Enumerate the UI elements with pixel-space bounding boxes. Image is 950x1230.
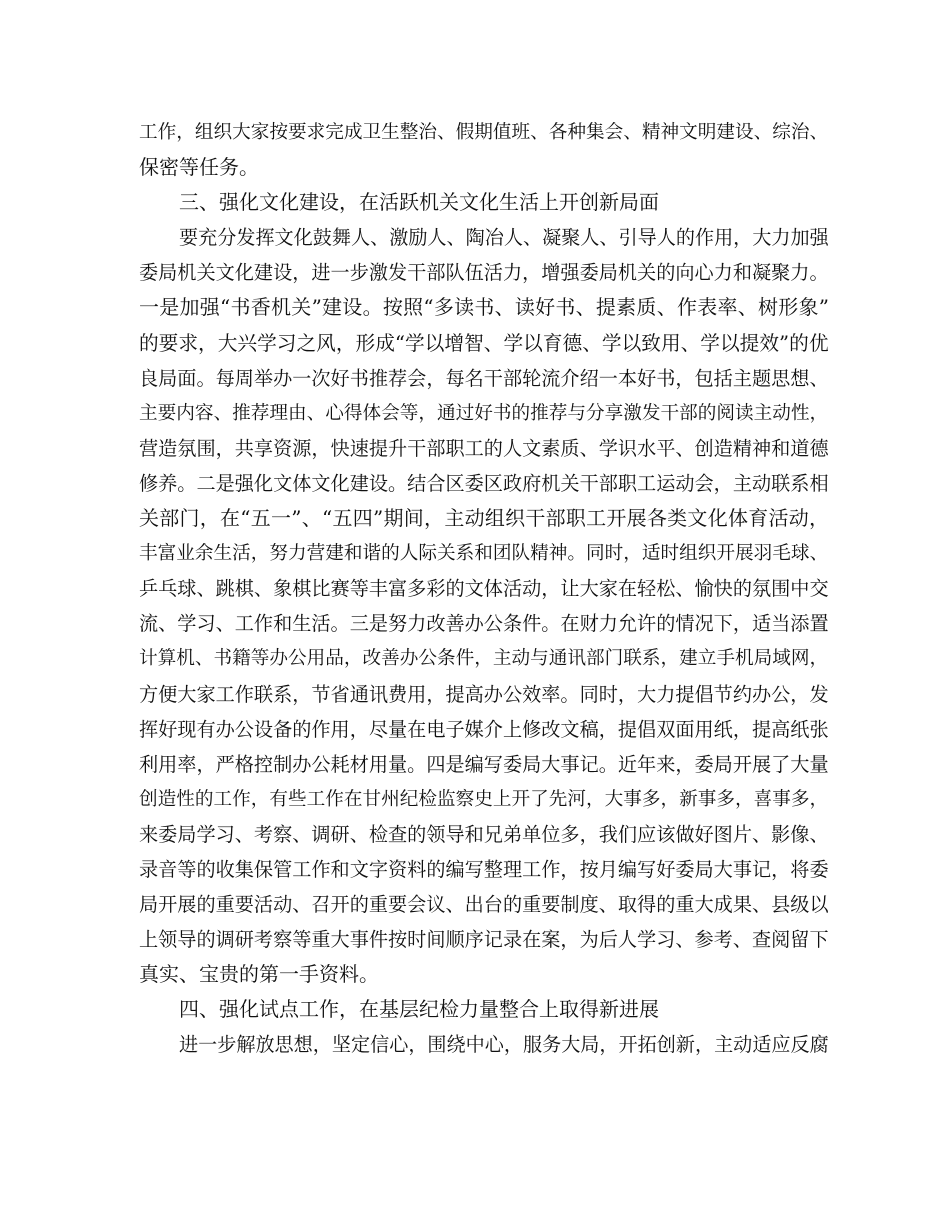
text-line: 工作，组织大家按要求完成卫生整治、假期值班、各种集会、精神文明建设、综治、 — [139, 122, 829, 143]
paragraph-first-line: 进一步解放思想，坚定信心，围绕中心，服务大局，开拓创新，主动适应反腐 — [179, 1033, 829, 1057]
text-line: 真实、宝贵的第一手资料。 — [139, 962, 379, 987]
document-body — [139, 115, 829, 1063]
text-line: 利用率，严格控制办公耗材用量。四是编写委局大事记。近年来，委局开展了大量 — [139, 752, 829, 776]
text-line: 创造性的工作，有些工作在甘州纪检监察史上开了先河，大事多，新事多，喜事多， — [139, 788, 829, 810]
text-line: 计算机、书籍等办公用品，改善办公条件，主动与通讯部门联系，建立手机局域网， — [139, 648, 829, 670]
text-line: 关部门，在“五一”、“五四”期间，主动组织干部职工开展各类文化体育活动， — [139, 506, 829, 531]
text-line: 营造氛围，共享资源，快速提升干部职工的人文素质、学识水平、创造精神和道德 — [139, 436, 829, 460]
text-line: 丰富业余生活，努力营建和谐的人际关系和团队精神。同时，适时组织开展羽毛球、 — [139, 543, 829, 565]
text-line: 录音等的收集保管工作和文字资料的编写整理工作，按月编写好委局大事记，将委 — [139, 857, 829, 881]
text-line: 修养。二是强化文体文化建设。结合区委区政府机关干部职工运动会，主动联系相 — [139, 471, 829, 495]
section-heading: 四、强化试点工作，在基层纪检力量整合上取得新进展 — [179, 997, 659, 1022]
section-heading: 三、强化文化建设，在活跃机关文化生活上开创新局面 — [179, 190, 659, 215]
paragraph-first-line: 要充分发挥文化鼓舞人、激励人、陶冶人、凝聚人、引导人的作用，大力加强 — [179, 226, 829, 250]
text-line: 一是加强“书香机关”建设。按照“多读书、读好书、提素质、作表率、树形象” — [139, 295, 829, 320]
text-line: 来委局学习、考察、调研、检查的领导和兄弟单位多，我们应该做好图片、影像、 — [139, 822, 829, 846]
text-line: 上领导的调研考察等重大事件按时间顺序记录在案，为后人学习、参考、查阅留下 — [139, 928, 829, 952]
text-line: 保密等任务。 — [139, 155, 259, 180]
text-line: 乒乓球、跳棋、象棋比赛等丰富多彩的文体活动，让大家在轻松、愉快的氛围中交 — [139, 577, 829, 601]
text-line: 委局机关文化建设，进一步激发干部队伍活力，增强委局机关的向心力和凝聚力。 — [139, 261, 829, 285]
text-line: 挥好现有办公设备的作用，尽量在电子媒介上修改文稿，提倡双面用纸，提高纸张 — [139, 717, 829, 741]
text-line: 良局面。每周举办一次好书推荐会，每名干部轮流介绍一本好书，包括主题思想、 — [139, 366, 829, 390]
text-line: 方便大家工作联系，节省通讯费用，提高办公效率。同时，大力提倡节约办公，发 — [139, 682, 829, 706]
text-line: 流、学习、工作和生活。三是努力改善办公条件。在财力允许的情况下，适当添置 — [139, 612, 829, 636]
text-line: 局开展的重要活动、召开的重要会议、出台的重要制度、取得的重大成果、县级以 — [139, 893, 829, 917]
text-line: 主要内容、推荐理由、心得体会等，通过好书的推荐与分享激发干部的阅读主动性， — [139, 402, 829, 424]
text-line: 的要求，大兴学习之风，形成“学以增智、学以育德、学以致用、学以提效”的优 — [139, 331, 829, 355]
